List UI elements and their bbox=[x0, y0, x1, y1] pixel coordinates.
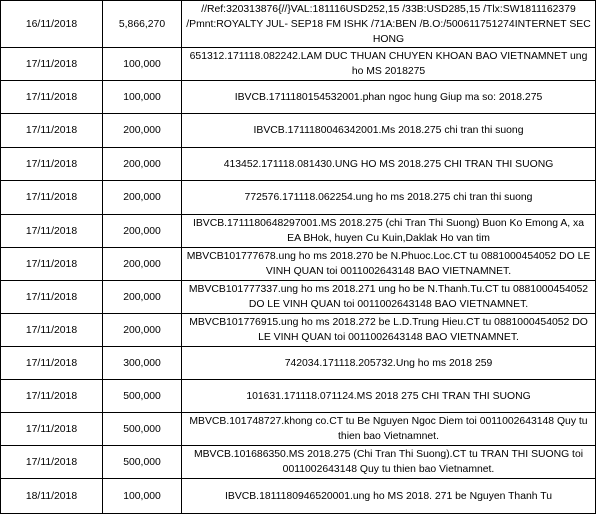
transaction-date: 17/11/2018 bbox=[1, 281, 103, 314]
table-row bbox=[1, 347, 596, 380]
transaction-description: IBVCB.1711180154532001.phan ngoc hung Giup ma so: 2018.275 bbox=[182, 81, 596, 114]
table-row bbox=[1, 48, 596, 81]
table-row bbox=[1, 215, 596, 248]
transaction-amount: 200,000 bbox=[103, 181, 182, 215]
transaction-amount: 200,000 bbox=[103, 314, 182, 347]
transaction-description: IBVCB.1811180946520001.ung ho MS 2018. 271 be Nguyen Thanh Tu bbox=[182, 479, 596, 514]
transaction-date: 17/11/2018 bbox=[1, 446, 103, 479]
table-row bbox=[1, 281, 596, 314]
transaction-amount: 100,000 bbox=[103, 48, 182, 81]
transaction-description: IBVCB.1711180648297001.MS 2018.275 (chi Tran Thi Suong) Buon Ko Emong A, xa EA BHok, huyen Cu Kuin,Daklak Ho van tim bbox=[182, 215, 596, 248]
table-row bbox=[1, 181, 596, 215]
transaction-date: 18/11/2018 bbox=[1, 479, 103, 514]
transaction-date: 17/11/2018 bbox=[1, 248, 103, 281]
transaction-table-body bbox=[1, 1, 596, 514]
transaction-amount: 500,000 bbox=[103, 380, 182, 413]
table-row bbox=[1, 479, 596, 514]
transaction-date: 17/11/2018 bbox=[1, 380, 103, 413]
transaction-date: 17/11/2018 bbox=[1, 215, 103, 248]
table-row bbox=[1, 413, 596, 446]
transaction-description: 413452.171118.081430.UNG HO MS 2018.275 CHI TRAN THI SUONG bbox=[182, 148, 596, 181]
transaction-date: 17/11/2018 bbox=[1, 81, 103, 114]
transaction-amount: 200,000 bbox=[103, 148, 182, 181]
transaction-date: 17/11/2018 bbox=[1, 413, 103, 446]
transaction-description: //Ref:320313876{//}VAL:181116USD252,15 /33B:USD285,15 /Tlx:SW1811162379 /Pmnt:ROYALTY JUL- SEP18 FM ISHK /71A:BEN /B.O:/500611751274INTERNET SEC HONG bbox=[182, 1, 596, 48]
transaction-description: MBVCB.101748727.khong co.CT tu Be Nguyen Ngoc Diem toi 0011002643148 Quy tu thien bao Vietnamnet. bbox=[182, 413, 596, 446]
table-row bbox=[1, 81, 596, 114]
table-row bbox=[1, 148, 596, 181]
table-row bbox=[1, 248, 596, 281]
transaction-amount: 500,000 bbox=[103, 413, 182, 446]
transaction-description: IBVCB.1711180046342001.Ms 2018.275 chi tran thi suong bbox=[182, 114, 596, 148]
table-row bbox=[1, 314, 596, 347]
transaction-description: 772576.171118.062254.ung ho ms 2018.275 chi tran thi suong bbox=[182, 181, 596, 215]
transaction-amount: 5,866,270 bbox=[103, 1, 182, 48]
transaction-amount: 200,000 bbox=[103, 215, 182, 248]
transaction-amount: 300,000 bbox=[103, 347, 182, 380]
transaction-date: 17/11/2018 bbox=[1, 314, 103, 347]
transaction-amount: 200,000 bbox=[103, 248, 182, 281]
table-row bbox=[1, 114, 596, 148]
table-row bbox=[1, 380, 596, 413]
transaction-amount: 100,000 bbox=[103, 81, 182, 114]
table-row bbox=[1, 1, 596, 48]
transaction-date: 17/11/2018 bbox=[1, 181, 103, 215]
transaction-date: 17/11/2018 bbox=[1, 347, 103, 380]
transaction-description: 742034.171118.205732.Ung ho ms 2018 259 bbox=[182, 347, 596, 380]
transaction-description: MBVCB101776915.ung ho ms 2018.272 be L.D.Trung Hieu.CT tu 0881000454052 DO LE VINH QUAN toi 0011002643148 BAO VIETNAMNET. bbox=[182, 314, 596, 347]
transaction-amount: 200,000 bbox=[103, 114, 182, 148]
transaction-description: MBVCB101777678.ung ho ms 2018.270 be N.Phuoc.Loc.CT tu 0881000454052 DO LE VINH QUAN toi 0011002643148 BAO VIETNAMNET. bbox=[182, 248, 596, 281]
transaction-date: 17/11/2018 bbox=[1, 148, 103, 181]
transaction-amount: 100,000 bbox=[103, 479, 182, 514]
transaction-amount: 500,000 bbox=[103, 446, 182, 479]
table-row bbox=[1, 446, 596, 479]
transaction-description: MBVCB.101686350.MS 2018.275 (Chi Tran Thi Suong).CT tu TRAN THI SUONG toi 0011002643148 Quy tu thien bao Vietnamnet. bbox=[182, 446, 596, 479]
transaction-date: 17/11/2018 bbox=[1, 48, 103, 81]
transaction-amount: 200,000 bbox=[103, 281, 182, 314]
transaction-date: 17/11/2018 bbox=[1, 114, 103, 148]
transaction-description: MBVCB101777337.ung ho ms 2018.271 ung ho be N.Thanh.Tu.CT tu 0881000454052 DO LE VINH QUAN toi 0011002643148 BAO VIETNAMNET. bbox=[182, 281, 596, 314]
transaction-date: 16/11/2018 bbox=[1, 1, 103, 48]
transaction-description: 101631.171118.071124.MS 2018 275 CHI TRAN THI SUONG bbox=[182, 380, 596, 413]
transaction-description: 651312.171118.082242.LAM DUC THUAN CHUYEN KHOAN BAO VIETNAMNET ung ho MS 2018275 bbox=[182, 48, 596, 81]
